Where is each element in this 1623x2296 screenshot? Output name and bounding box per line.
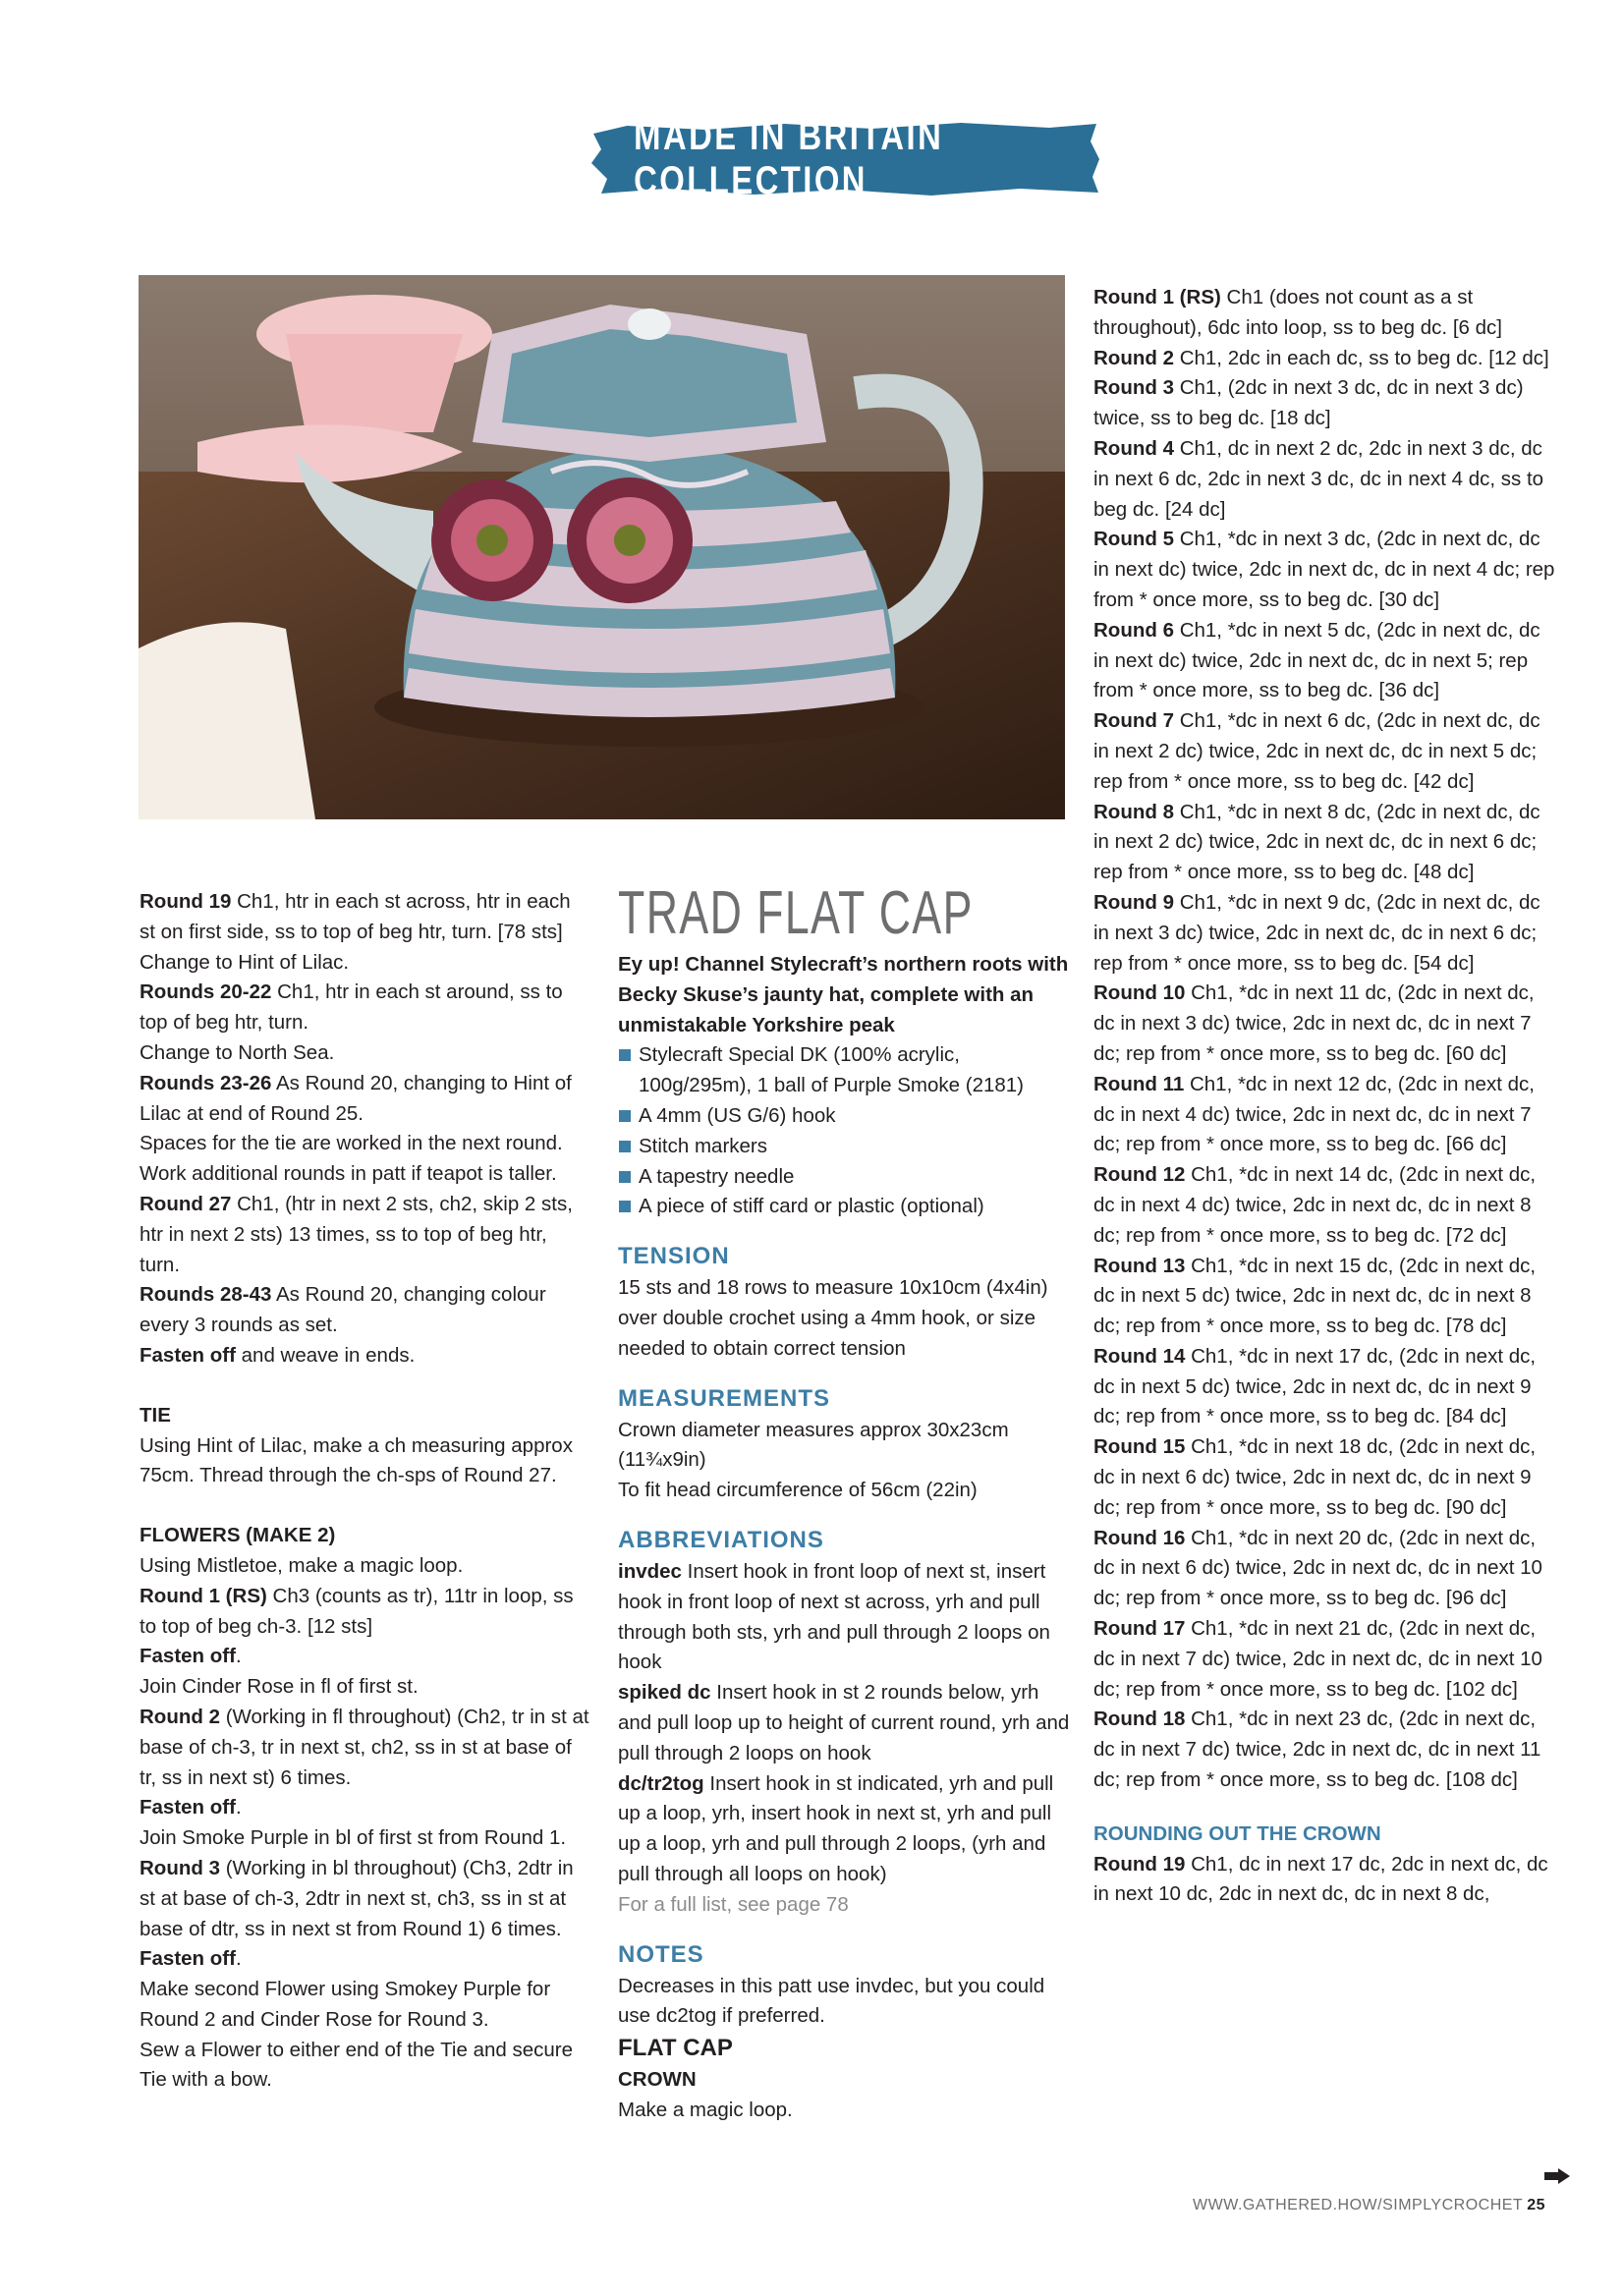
crown-round-label: Round 2 xyxy=(1093,346,1174,369)
material-item: A piece of stiff card or plastic (optional) xyxy=(618,1192,1070,1222)
crown-round-line xyxy=(1093,979,1555,1069)
crown-round-line xyxy=(1093,616,1555,706)
crown-round-line xyxy=(1093,1070,1555,1160)
abbreviation-label: dc/tr2tog xyxy=(618,1771,704,1795)
instruction-line xyxy=(140,1190,591,1280)
notes-text: Decreases in this patt use invdec, but you could use dc2tog if preferred. xyxy=(618,1974,1045,2028)
abbreviation-text: Insert hook in st indicated, yrh and pull up a loop, yrh, insert hook in next st, yrh and pull up a loop, yrh and pull through 2 loops, (yrh and pull through all loops on hook) xyxy=(618,1771,1054,1885)
flower-step-line xyxy=(140,2036,591,2097)
abbreviation-line xyxy=(618,1557,1070,1678)
rounding-label: Round 19 xyxy=(1093,1852,1186,1876)
instruction-line xyxy=(140,1129,591,1190)
flower-step-text: Join Smoke Purple in bl of first st from Round 1. xyxy=(140,1826,567,1850)
flower-step-text: Ch3 (counts as tr), 11tr in loop, ss to top of beg ch-3. [12 sts] xyxy=(140,1584,574,1638)
flower-step-text: Make second Flower using Smokey Purple for Round 2 and Cinder Rose for Round 3. xyxy=(140,1978,551,2031)
abbreviation-text: Insert hook in front loop of next st, insert hook in front loop of next st across, yrh and pull through both sts, yrh and pull through 2 loops on hook xyxy=(618,1559,1050,1674)
crown-round-line xyxy=(1093,283,1555,344)
crown-round-line xyxy=(1093,525,1555,615)
tension-text: 15 sts and 18 rows to measure 10x10cm (4x4in) over double crochet using a 4mm hook, or size needed to obtain correct tension xyxy=(618,1276,1048,1360)
flower-step-text: . xyxy=(235,1796,242,1820)
section-banner xyxy=(588,115,1102,202)
instruction-line xyxy=(140,948,591,979)
abbreviation-label: invdec xyxy=(618,1559,682,1583)
flower-step-line xyxy=(140,1672,591,1703)
material-item: Stitch markers xyxy=(618,1132,1070,1162)
abbreviation-line xyxy=(618,1769,1070,1890)
flowers-heading: FLOWERS (MAKE 2) xyxy=(140,1524,336,1547)
flower-step-line xyxy=(140,1944,591,1975)
pattern-intro: Ey up! Channel Stylecraft’s northern roots with Becky Skuse’s jaunty hat, complete with an unmistakable Yorkshire peak xyxy=(618,953,1069,1036)
flower-step-label: Fasten off xyxy=(140,1947,236,1971)
rounding-text: Ch1, dc in next 17 dc, 2dc in next dc, dc in next 10 dc, 2dc in next dc, dc in next 8 dc, xyxy=(1093,1852,1548,1906)
full-list-link[interactable]: For a full list, see page 78 xyxy=(618,1892,849,1916)
instruction-text: Ch1, (htr in next 2 sts, ch2, skip 2 sts, htr in next 2 sts) 13 times, ss to top of beg htr, turn. xyxy=(140,1192,573,1276)
crown-round-text: Ch1, *dc in next 20 dc, (2dc in next dc, dc in next 6 dc) twice, 2dc in next dc, dc in next 10 dc; rep from * once more, ss to beg dc. [96 dc] xyxy=(1093,1526,1542,1610)
flower-step-text: (Working in fl throughout) (Ch2, tr in st at base of ch-3, tr in next st, ch2, ss in st at base of tr, ss in next st) 6 times. xyxy=(140,1705,589,1789)
crown-round-text: Ch1, *dc in next 14 dc, (2dc in next dc, dc in next 4 dc) twice, 2dc in next dc, dc in next 8 dc; rep from * once more, ss to beg dc. [72 dc] xyxy=(1093,1163,1537,1247)
flower-step-line xyxy=(140,1551,591,1582)
instruction-text: and weave in ends. xyxy=(235,1343,416,1367)
banner-title: MADE IN BRITAIN COLLECTION xyxy=(634,115,944,202)
crown-round-text: Ch1, *dc in next 11 dc, (2dc in next dc, dc in next 3 dc) twice, 2dc in next dc, dc in next 7 dc; rep from * once more, ss to beg dc. [60 dc] xyxy=(1093,981,1535,1065)
measurements-text-1: Crown diameter measures approx 30x23cm (11¾x9in) xyxy=(618,1418,1009,1472)
crown-round-text: Ch1, dc in next 2 dc, 2dc in next 3 dc, dc in next 6 dc, 2dc in next 3 dc, dc in next 4 dc, ss to beg dc. [24 dc] xyxy=(1093,436,1544,521)
crown-round-label: Round 14 xyxy=(1093,1344,1186,1368)
pattern-title: TRAD FLAT CAP xyxy=(618,879,974,947)
crown-round-line xyxy=(1093,1342,1555,1432)
flower-step-line xyxy=(140,1703,591,1793)
instruction-text: Change to North Sea. xyxy=(140,1040,335,1064)
crown-round-text: Ch1, *dc in next 12 dc, (2dc in next dc, dc in next 4 dc) twice, 2dc in next dc, dc in next 7 dc; rep from * once more, ss to beg dc. [66 dc] xyxy=(1093,1072,1535,1156)
material-item: A tapestry needle xyxy=(618,1162,1070,1193)
flower-step-line xyxy=(140,1642,591,1672)
crown-round-line xyxy=(1093,1432,1555,1523)
flower-step-text: . xyxy=(235,1947,242,1971)
abbreviations-heading: ABBREVIATIONS xyxy=(618,1526,824,1553)
instruction-line xyxy=(140,1069,591,1130)
flower-step-label: Fasten off xyxy=(140,1796,236,1820)
crown-round-text: Ch1, (2dc in next 3 dc, dc in next 3 dc) twice, ss to beg dc. [18 dc] xyxy=(1093,376,1524,430)
flower-step-line xyxy=(140,1582,591,1643)
instruction-label: Rounds 28-43 xyxy=(140,1283,272,1307)
crown-round-label: Round 18 xyxy=(1093,1708,1186,1731)
rounding-round-19 xyxy=(1093,1850,1555,1911)
abbreviation-line xyxy=(618,1678,1070,1768)
crown-round-text: Ch1, *dc in next 6 dc, (2dc in next dc, dc in next 2 dc) twice, 2dc in next dc, dc in next 5 dc; rep from * once more, ss to beg dc. [42 dc] xyxy=(1093,709,1540,793)
crown-round-label: Round 7 xyxy=(1093,709,1174,733)
flower-step-text: Join Cinder Rose in fl of first st. xyxy=(140,1675,419,1699)
flower-step-text: Sew a Flower to either end of the Tie and secure Tie with a bow. xyxy=(140,2038,574,2092)
instruction-text: Spaces for the tie are worked in the next round. Work additional rounds in patt if teapot is taller. xyxy=(140,1132,563,1186)
crown-round-text: Ch1, *dc in next 3 dc, (2dc in next dc, dc in next dc) twice, 2dc in next dc, dc in next 4 dc; rep from * once more, ss to beg dc. [30 dc] xyxy=(1093,528,1555,611)
instruction-text: Ch1, htr in each st across, htr in each st on first side, ss to top of beg htr, turn. [78 sts] xyxy=(140,890,571,943)
flower-step-label: Round 1 (RS) xyxy=(140,1584,267,1607)
materials-list xyxy=(618,1040,1070,1222)
instruction-line xyxy=(140,887,591,948)
flower-step-line xyxy=(140,1975,591,2036)
crown-round-label: Round 1 (RS) xyxy=(1093,286,1221,308)
instruction-label: Rounds 20-22 xyxy=(140,980,272,1004)
tension-heading: TENSION xyxy=(618,1243,730,1270)
instruction-text: As Round 20, changing to Hint of Lilac at end of Round 25. xyxy=(140,1071,572,1125)
flower-step-label: Round 2 xyxy=(140,1705,220,1728)
crown-heading: CROWN xyxy=(618,2068,697,2092)
notes-heading: NOTES xyxy=(618,1940,704,1968)
crown-round-line xyxy=(1093,373,1555,434)
crown-round-label: Round 17 xyxy=(1093,1617,1186,1641)
flat-cap-heading: FLAT CAP xyxy=(618,2035,733,2062)
instruction-text: Ch1, htr in each st around, ss to top of beg htr, turn. xyxy=(140,980,563,1035)
crown-round-line xyxy=(1093,798,1555,888)
crown-round-label: Round 10 xyxy=(1093,981,1186,1005)
crown-round-line xyxy=(1093,344,1555,374)
measurements-text-2: To fit head circumference of 56cm (22in) xyxy=(618,1479,978,1502)
instruction-line xyxy=(140,1038,591,1069)
crown-round-line xyxy=(1093,1160,1555,1251)
crown-round-label: Round 16 xyxy=(1093,1526,1186,1549)
instruction-label: Round 27 xyxy=(140,1192,232,1215)
flower-step-label: Fasten off xyxy=(140,1645,236,1668)
crown-round-label: Round 8 xyxy=(1093,800,1174,823)
instruction-line xyxy=(140,1280,591,1341)
crown-round-line xyxy=(1093,1705,1555,1795)
page-number: 25 xyxy=(1527,2197,1545,2213)
crown-round-text: Ch1 (does not count as a st throughout), 6dc into loop, ss to beg dc. [6 dc] xyxy=(1093,286,1502,339)
flower-step-line xyxy=(140,1823,591,1854)
crown-round-line xyxy=(1093,1252,1555,1342)
crown-round-text: Ch1, *dc in next 9 dc, (2dc in next dc, dc in next 3 dc) twice, 2dc in next dc, dc in next 6 dc; rep from * once more, ss to beg dc. [54 dc] xyxy=(1093,890,1540,975)
instruction-line xyxy=(140,1341,591,1372)
crown-round-label: Round 13 xyxy=(1093,1254,1186,1277)
page-footer xyxy=(1193,2197,1545,2214)
instruction-label: Fasten off xyxy=(140,1343,236,1367)
crown-round-text: Ch1, *dc in next 8 dc, (2dc in next dc, dc in next 2 dc) twice, 2dc in next dc, dc in next 6 dc; rep from * once more, ss to beg dc. [48 dc] xyxy=(1093,800,1540,884)
flower-step-text: Using Mistletoe, make a magic loop. xyxy=(140,1553,464,1577)
measurements-heading: MEASUREMENTS xyxy=(618,1384,831,1412)
column-middle xyxy=(618,877,1070,2126)
crown-round-text: Ch1, *dc in next 5 dc, (2dc in next dc, dc in next dc) twice, 2dc in next dc, dc in next 5; rep from * once more, ss to beg dc. [36 dc] xyxy=(1093,618,1540,702)
crown-round-label: Round 9 xyxy=(1093,890,1174,914)
continue-arrow-icon xyxy=(1542,2166,1572,2186)
crown-round-line xyxy=(1093,1614,1555,1705)
material-item: Stylecraft Special DK (100% acrylic, 100g/295m), 1 ball of Purple Smoke (2181) xyxy=(618,1040,1070,1101)
crown-round-label: Round 5 xyxy=(1093,528,1174,551)
crown-text: Make a magic loop. xyxy=(618,2098,793,2121)
abbreviation-text: Insert hook in st 2 rounds below, yrh and pull loop up to height of current round, yrh and pull through 2 loops on hook xyxy=(618,1681,1070,1764)
crown-round-label: Round 15 xyxy=(1093,1435,1186,1459)
instruction-text: As Round 20, changing colour every 3 rounds as set. xyxy=(140,1283,546,1337)
crown-round-label: Round 3 xyxy=(1093,376,1174,400)
crown-round-label: Round 4 xyxy=(1093,436,1174,460)
instruction-line xyxy=(140,978,591,1038)
material-item: A 4mm (US G/6) hook xyxy=(618,1101,1070,1132)
crown-round-text: Ch1, *dc in next 23 dc, (2dc in next dc, dc in next 7 dc) twice, 2dc in next dc, dc in next 11 dc; rep from * once more, ss to beg dc. [108 dc] xyxy=(1093,1708,1541,1792)
flower-step-label: Round 3 xyxy=(140,1856,220,1879)
crown-round-label: Round 11 xyxy=(1093,1072,1185,1095)
rounding-heading: ROUNDING OUT THE CROWN xyxy=(1093,1821,1381,1845)
flower-step-text: (Working in bl throughout) (Ch3, 2dtr in st at base of ch-3, 2dtr in next st, ch3, ss in st at base of dtr, ss in next st from Round 1) 6 times. xyxy=(140,1856,574,1940)
crown-round-label: Round 6 xyxy=(1093,618,1174,642)
tea-cosy-photo xyxy=(139,275,1065,819)
crown-round-text: Ch1, *dc in next 21 dc, (2dc in next dc, dc in next 7 dc) twice, 2dc in next dc, dc in next 10 dc; rep from * once more, ss to beg dc. [102 dc] xyxy=(1093,1617,1542,1701)
instruction-label: Round 19 xyxy=(140,890,232,913)
crown-round-text: Ch1, *dc in next 17 dc, (2dc in next dc, dc in next 5 dc) twice, 2dc in next dc, dc in next 9 dc; rep from * once more, ss to beg dc. [84 dc] xyxy=(1093,1344,1537,1428)
footer-url[interactable]: WWW.GATHERED.HOW/SIMPLYCROCHET xyxy=(1193,2197,1524,2213)
crown-round-label: Round 12 xyxy=(1093,1163,1186,1187)
tie-text: Using Hint of Lilac, make a ch measuring approx 75cm. Thread through the ch-sps of Round 27. xyxy=(140,1433,573,1487)
crown-round-text: Ch1, *dc in next 15 dc, (2dc in next dc, dc in next 5 dc) twice, 2dc in next dc, dc in next 8 dc; rep from * once more, ss to beg dc. [78 dc] xyxy=(1093,1254,1537,1338)
column-right xyxy=(1093,283,1555,1910)
flower-step-line xyxy=(140,1854,591,1944)
crown-round-line xyxy=(1093,706,1555,797)
instruction-text: Change to Hint of Lilac. xyxy=(140,950,350,974)
flower-step-text: . xyxy=(235,1645,242,1668)
crown-round-line xyxy=(1093,1524,1555,1614)
column-left xyxy=(140,887,591,2096)
crown-round-line xyxy=(1093,434,1555,525)
crown-round-text: Ch1, *dc in next 18 dc, (2dc in next dc, dc in next 6 dc) twice, 2dc in next dc, dc in next 9 dc; rep from * once more, ss to beg dc. [90 dc] xyxy=(1093,1435,1537,1519)
crown-round-text: Ch1, 2dc in each dc, ss to beg dc. [12 dc] xyxy=(1174,346,1549,369)
abbreviation-label: spiked dc xyxy=(618,1681,711,1705)
flower-step-line xyxy=(140,1793,591,1823)
crown-round-line xyxy=(1093,888,1555,979)
instruction-label: Rounds 23-26 xyxy=(140,1071,272,1094)
tie-heading: TIE xyxy=(140,1403,171,1427)
